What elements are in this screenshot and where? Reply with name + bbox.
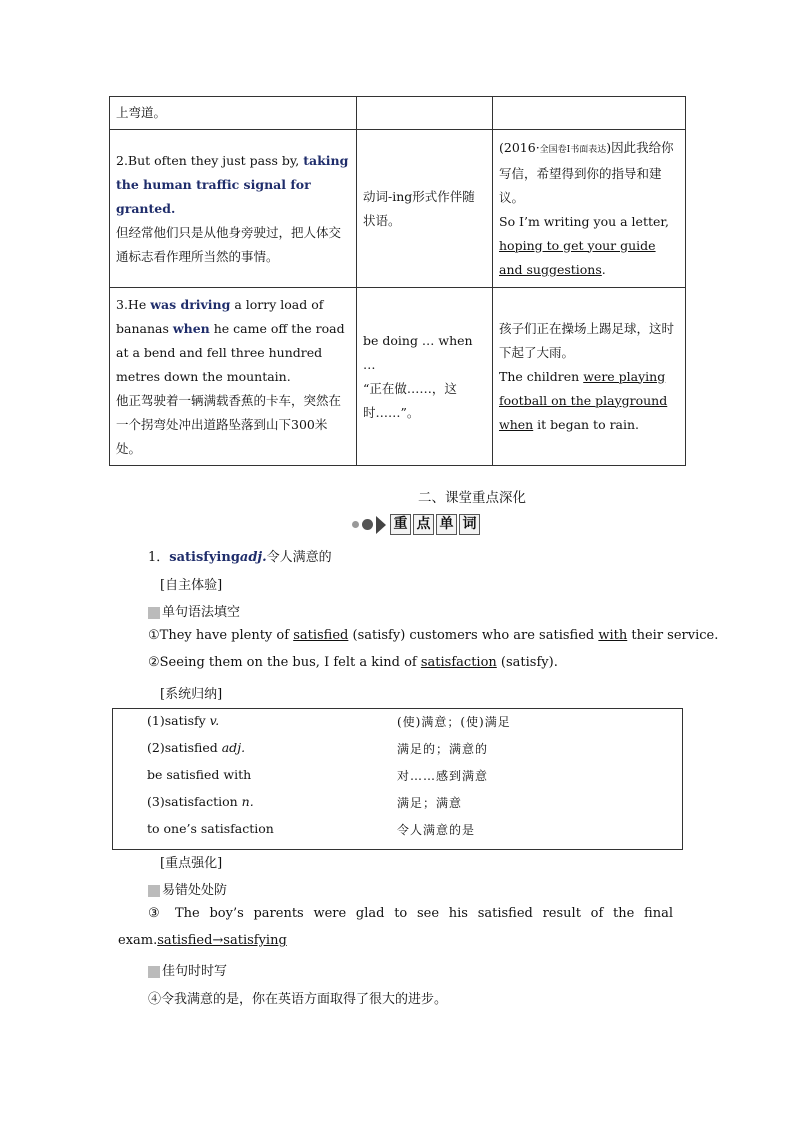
exercise-heading: 单句语法填空	[148, 601, 240, 620]
exercise-4: ④令我满意的是，你在英语方面取得了很大的进步。	[148, 992, 448, 1007]
answer-blank: hoping to get your guide and suggestions	[499, 237, 656, 277]
bullet-icon	[148, 607, 160, 619]
row1-col2: 动词-ing形式作伴随状语。	[357, 130, 493, 288]
row0-col2	[357, 97, 493, 130]
summary-meaning: 满足；满意	[397, 796, 463, 810]
table-row	[110, 288, 686, 466]
exercise-3-line2: exam.satisfied→satisfying	[118, 933, 287, 948]
section-title: 二、课堂重点深化	[418, 490, 526, 506]
summary-meaning: (使)满意；(使)满足	[397, 715, 511, 729]
row2-col1: 3.He was driving a lorry load of bananas when he came off the road at a bend and fell three hundred metres down the mountain. 他正驾驶着一辆满载香蕉的卡车，突然在一个拐弯处冲出道路坠落到山下300米处。	[110, 288, 357, 466]
summary-term: to one’s satisfaction	[147, 821, 274, 836]
subsection-label: [重点强化]	[160, 856, 223, 871]
highlight-phrase: taking the human traffic signal for granted.	[116, 152, 349, 216]
row0-col3	[493, 97, 686, 130]
banner-char: 词	[459, 514, 480, 535]
subsection-label: [系统归纳]	[160, 687, 223, 702]
dot-icon	[352, 521, 359, 528]
summary-term: (2)satisfied adj.	[147, 740, 246, 755]
exercise-1: ①They have plenty of satisfied (satisfy) customers who are satisfied with their service.	[148, 628, 719, 643]
arrow-icon	[376, 516, 386, 534]
exercise-heading: 佳句时时写	[148, 960, 227, 979]
row1-col3: (2016·全国卷Ⅰ书面表达)因此我给你写信，希望得到你的指导和建议。 So I’m writing you a letter, hoping to get your guide and suggestions.	[493, 130, 686, 288]
subsection-label: [自主体验]	[160, 578, 223, 593]
banner-char: 点	[413, 514, 434, 535]
banner-char: 单	[436, 514, 457, 535]
summary-meaning: 对……感到满意	[397, 769, 489, 783]
summary-box	[112, 708, 683, 850]
summary-meaning: 令人满意的是	[397, 823, 476, 837]
summary-term: (3)satisfaction n.	[147, 794, 254, 809]
vocab-item-heading: 1．satisfyingadj.令人满意的	[148, 550, 332, 565]
dot-icon	[362, 519, 373, 530]
exercise-3-line1: ③ The boy’s parents were glad to see his satisfied result of the final	[148, 906, 673, 921]
row2-col2: be doing … when … “正在做……，这时……”。	[357, 288, 493, 466]
answer-blank: were playing football on the playground when	[499, 368, 668, 432]
section-banner	[352, 514, 482, 535]
example-table	[109, 96, 686, 466]
table-row	[110, 97, 686, 130]
exercise-2: ②Seeing them on the bus, I felt a kind of satisfaction (satisfy).	[148, 655, 558, 670]
row0-col1: 上弯道。	[110, 97, 357, 130]
table-row	[110, 130, 686, 288]
banner-char: 重	[390, 514, 411, 535]
row1-col1: 2.But often they just pass by, taking the human traffic signal for granted. 但经常他们只是从他身旁驶过，把人体交通标志看作理所当然的事情。	[110, 130, 357, 288]
bullet-icon	[148, 966, 160, 978]
summary-term: (1)satisfy v.	[147, 713, 220, 728]
exercise-heading: 易错处处防	[148, 879, 227, 898]
summary-meaning: 满足的；满意的	[397, 742, 489, 756]
row2-col3: 孩子们正在操场上踢足球，这时下起了大雨。 The children were playing football on the playground when it began to rain.	[493, 288, 686, 466]
bullet-icon	[148, 885, 160, 897]
summary-term: be satisfied with	[147, 767, 252, 782]
